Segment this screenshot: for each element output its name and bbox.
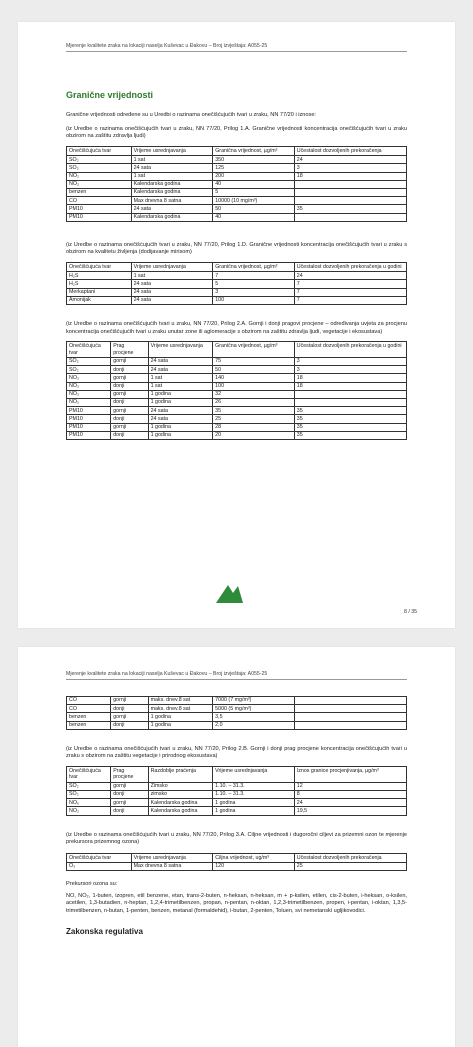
table-cell: gornji <box>111 423 148 431</box>
table-cell: maks. dnev.8 sat <box>148 705 213 713</box>
table-cell <box>294 390 406 398</box>
table-cell: 25 <box>213 415 295 423</box>
column-header: Učestalost dozvoljenih prekoračenja u godini <box>294 342 406 358</box>
table-cell: SO₂ <box>67 164 132 172</box>
column-header: Granična vrijednost, µg/m³ <box>213 262 295 271</box>
column-header: Onečišćujuća tvar <box>67 342 111 358</box>
table-header-row <box>67 853 407 862</box>
table-cell: 12 <box>294 782 406 790</box>
table-cell: 24 sata <box>131 164 213 172</box>
table-cell: NOₓ <box>67 799 111 807</box>
table-cell: 1 godina <box>148 713 213 721</box>
column-header: Vrijeme usrednjavanja <box>148 342 213 358</box>
table-row <box>67 390 407 398</box>
table-cell: H₂S <box>67 280 132 288</box>
table-cell: gornji <box>111 782 148 790</box>
table-row <box>67 197 407 205</box>
table-cell: donji <box>111 705 148 713</box>
table-row <box>67 415 407 423</box>
table-cell: NO₂ <box>67 172 132 180</box>
table-cell: SO₂ <box>67 358 111 366</box>
table-cell: 20 <box>213 431 295 439</box>
table-cell: gornji <box>111 390 148 398</box>
column-header: Ciljna vrijednost, ug/m³ <box>213 853 295 862</box>
table-cell: 200 <box>213 172 295 180</box>
column-header: Vrijeme usrednjavanja <box>213 766 295 782</box>
table-row <box>67 713 407 721</box>
table-cell: NO₂ <box>67 398 111 406</box>
table-cell: Amonijak <box>67 296 132 304</box>
table-cell: donji <box>111 366 148 374</box>
table-cell: Merkaptani <box>67 288 132 296</box>
table-cell: NO₂ <box>67 807 111 815</box>
table-cell: SO₂ <box>67 790 111 798</box>
table-row <box>67 280 407 288</box>
page-number: 8 / 35 <box>404 609 417 615</box>
column-header: Onečišćujuća tvar <box>67 853 132 862</box>
odour-limit-table <box>66 262 407 305</box>
table-cell: 35 <box>294 415 406 423</box>
table-cell: 1 sat <box>148 374 213 382</box>
table-cell: 18 <box>294 172 406 180</box>
table-cell: 1 godina <box>148 431 213 439</box>
table-cell: PM10 <box>67 415 111 423</box>
column-header: Prag procjene <box>111 766 148 782</box>
table-cell: donji <box>111 382 148 390</box>
table-cell: donji <box>111 790 148 798</box>
assessment-thresholds-table <box>66 341 407 440</box>
table-cell: Max dnevna 8 satna <box>131 863 213 871</box>
table-cell: 3 <box>294 366 406 374</box>
table-row <box>67 358 407 366</box>
table-cell: 24 sata <box>148 407 213 415</box>
table-row <box>67 188 407 196</box>
table-row <box>67 807 407 815</box>
table-row <box>67 697 407 705</box>
table-row <box>67 366 407 374</box>
table-header-row <box>67 766 407 782</box>
table-cell: Kalendarska godina <box>131 213 213 221</box>
vegetation-thresholds-table <box>66 766 407 816</box>
column-header: Iznos granice procjenjivanja, µg/m³ <box>294 766 406 782</box>
table-cell: 24 <box>294 156 406 164</box>
table-cell: PM10 <box>67 431 111 439</box>
table-cell: 24 sata <box>131 288 213 296</box>
table-cell: CO <box>67 197 132 205</box>
column-header: Učestalost dozvoljenih prekoračenja u godini <box>294 262 406 271</box>
table-row <box>67 288 407 296</box>
company-logo-icon <box>214 582 244 604</box>
intro-paragraph: Granične vrijednosti određene su u Uredbi o razinama onečišćujućih tvari u zraku, NN 77/20 i iznose: <box>66 112 316 118</box>
table-cell: 26 <box>213 398 295 406</box>
table-cell: 5000 (5 mg/m³) <box>213 705 295 713</box>
table-cell: 100 <box>213 382 295 390</box>
table-row <box>67 721 407 729</box>
table-cell: zimsko <box>148 790 213 798</box>
table-cell: 24 sata <box>131 205 213 213</box>
table-cell: PM10 <box>67 423 111 431</box>
table-cell: Kalendarska godina <box>148 799 213 807</box>
table-cell: 7 <box>294 296 406 304</box>
table-cell: 5 <box>213 188 295 196</box>
column-header: Onečišćujuća tvar <box>67 262 132 271</box>
table-cell: H₂S <box>67 272 132 280</box>
table-cell: 18 <box>294 374 406 382</box>
table-cell: 24 <box>294 272 406 280</box>
table-cell: 1 godina <box>148 398 213 406</box>
table-cell: 1 godina <box>148 390 213 398</box>
ozone-target-table <box>66 853 407 872</box>
table-cell <box>294 713 406 721</box>
column-header: Granična vrijednost, µg/m³ <box>213 146 295 155</box>
table-cell: donji <box>111 721 148 729</box>
table-cell: 7 <box>294 280 406 288</box>
table-row <box>67 164 407 172</box>
table-cell <box>294 180 406 188</box>
table-cell: 1.10. – 31.3. <box>213 782 295 790</box>
document-page-9 <box>18 647 455 1047</box>
table-cell: 35 <box>213 407 295 415</box>
table-cell: benzen <box>67 713 111 721</box>
table-cell: 2,0 <box>213 721 295 729</box>
table-cell <box>294 213 406 221</box>
table-cell: 100 <box>213 296 295 304</box>
table2-caption: (iz Uredbe o razinama onečišćujućih tvari u zraku, NN 77/20, Prilog 1.D. Granične vrijednosti koncentracija onečišćujućih tvari u zraku s obzirom na kvalitetu življenja (dodijavanje mirisom) <box>66 241 407 256</box>
table-cell: 1 godina <box>148 423 213 431</box>
table-cell: donji <box>111 415 148 423</box>
table-cell <box>294 697 406 705</box>
table-cell: 40 <box>213 180 295 188</box>
table-cell: gornji <box>111 374 148 382</box>
table-row <box>67 799 407 807</box>
table-cell: 25 <box>294 863 406 871</box>
table1-caption: (iz Uredbe o razinama onečišćujućih tvari u zraku, NN 77/20, Prilog 1.A. Granične vrijednosti koncentracija onečišćujućih tvari u zraku obzirom na zaštitu zdravlja ljudi) <box>66 125 407 140</box>
table-cell: 24 sata <box>131 296 213 304</box>
section-limit-values <box>66 90 407 440</box>
next-section-heading: Zakonska regulativa <box>66 926 143 936</box>
column-header: Onečišćujuća tvar <box>67 766 111 782</box>
table-cell: 1 godina <box>213 799 295 807</box>
table-cell: 1 sat <box>131 172 213 180</box>
table-cell: donji <box>111 398 148 406</box>
column-header: Učestalost dozvoljenih prekoračenja <box>294 146 406 155</box>
assessment-thresholds-table-continued <box>66 696 407 730</box>
table-cell: 7 <box>213 272 295 280</box>
table-cell: Max dnevna 8 satna <box>131 197 213 205</box>
table-row <box>67 382 407 390</box>
column-header: Onečišćujuća tvar <box>67 146 132 155</box>
table-cell: gornji <box>111 407 148 415</box>
table-header-row <box>67 342 407 358</box>
table-cell: 3,5 <box>213 713 295 721</box>
table-cell: SO₂ <box>67 156 132 164</box>
table6-caption: (iz Uredbe o razinama onečišćujućih tvari u zraku, NN 77/20, Prilog 3.A. Ciljne vrijednosti i dugoročni ciljevi za prizemni ozon te mjerenje prekursora prizemnog ozona) <box>66 831 407 846</box>
table-cell: 7 <box>294 288 406 296</box>
table-cell: 35 <box>294 205 406 213</box>
table-cell: NO₂ <box>67 374 111 382</box>
table-row <box>67 863 407 871</box>
table-row <box>67 180 407 188</box>
table-cell: PM10 <box>67 407 111 415</box>
table-row <box>67 205 407 213</box>
precursors-list: NO, NO₂, 1-buten, izopren, etil benzene, etan, trans-2-buten, n-heksan, n-heksan, m + p-ksilen, etilen, cis-2-buten, i-heksan, o-ksilen, acetilen, 1,3-butadien, n-heptan, 1,2,4-trimetilbenzen, propan, n-pentan, n-oktan, 1,2,3-trimetilbenzen, propen, i-pentan, i-oktan, 1,3,5-trimetilbenzen, n-butan, 1-penten, benzen, metanal (formaldehid), i-butan, 2-penten, Toluen, svi nemetanski ugljikovodici. <box>66 892 407 915</box>
table-row <box>67 172 407 180</box>
table-cell <box>294 705 406 713</box>
table-cell <box>294 721 406 729</box>
table-row <box>67 374 407 382</box>
column-header: Prag procjene <box>111 342 148 358</box>
table-row <box>67 407 407 415</box>
section-continued <box>66 696 407 936</box>
table-cell: 24 <box>294 799 406 807</box>
column-header: Granična vrijednost, µg/m³ <box>213 342 295 358</box>
table-cell: 35 <box>294 407 406 415</box>
document-page-8 <box>18 22 455 628</box>
table-cell: 350 <box>213 156 295 164</box>
table-cell: Kalendarska godina <box>131 180 213 188</box>
table-row <box>67 213 407 221</box>
column-header: Učestalost dozvoljenih prekoračenja <box>294 853 406 862</box>
table-cell: CO <box>67 705 111 713</box>
table-cell: 50 <box>213 366 295 374</box>
table-cell: SO₂ <box>67 366 111 374</box>
table-cell: 3 <box>294 164 406 172</box>
table-cell: Kalendarska godina <box>131 188 213 196</box>
section-title: Granične vrijednosti <box>66 90 154 100</box>
table-cell: 125 <box>213 164 295 172</box>
table-row <box>67 272 407 280</box>
table-cell: 1 godina <box>213 807 295 815</box>
table-cell: 140 <box>213 374 295 382</box>
table-cell: 1 sat <box>131 156 213 164</box>
table-cell: 32 <box>213 390 295 398</box>
table-cell: PM10 <box>67 213 132 221</box>
table-cell: 18 <box>294 382 406 390</box>
table3-caption: (iz Uredbe o razinama onečišćujućih tvari u zraku, NN 77/20, Prilog 2.A. Gornji i donji pragovi procjene – određivanja uvjeta za procjenu koncentracija onečišćujućih tvari u zraku unutar zone ili aglomeracije s obzirom na zaštitu zdravlja ljudi, vegetacije i ekosustava) <box>66 321 407 335</box>
table-cell: 28 <box>213 423 295 431</box>
table-header-row <box>67 146 407 155</box>
table-cell: 7000 (7 mg/m³) <box>213 697 295 705</box>
limit-values-table <box>66 146 407 222</box>
table-cell: CO <box>67 697 111 705</box>
table5-caption: (iz Uredbe o razinama onečišćujućih tvari u zraku, NN 77/20, Prilog 2.B. Gornji i donji prag procjene koncentracija onečišćujućih tvari u zraku s obzirom na zaštitu vegetacije i prirodnog ekosustava) <box>66 745 407 760</box>
table-row <box>67 156 407 164</box>
table-cell: NO₂ <box>67 382 111 390</box>
table-cell: 35 <box>294 431 406 439</box>
table-row <box>67 398 407 406</box>
table-cell: 24 sata <box>131 280 213 288</box>
table-row <box>67 431 407 439</box>
table-cell: 3 <box>213 288 295 296</box>
table-cell: 40 <box>213 213 295 221</box>
table-cell: SO₂ <box>67 782 111 790</box>
table-cell: PM10 <box>67 205 132 213</box>
column-header: Vrijeme usrednjavanja <box>131 146 213 155</box>
table-cell: gornji <box>111 697 148 705</box>
table-cell: gornji <box>111 713 148 721</box>
table-row <box>67 296 407 304</box>
table-row <box>67 790 407 798</box>
table-cell: maks. dnev.8 sat <box>148 697 213 705</box>
table-cell: 24 sata <box>148 415 213 423</box>
table-cell: gornji <box>111 358 148 366</box>
table-cell: 19,5 <box>294 807 406 815</box>
table-cell <box>294 197 406 205</box>
table-cell: Kalendarska godina <box>148 807 213 815</box>
table-row <box>67 705 407 713</box>
table-row <box>67 423 407 431</box>
table-row <box>67 782 407 790</box>
table-cell: 8 <box>294 790 406 798</box>
table-cell: 35 <box>294 423 406 431</box>
table-cell: 5 <box>213 280 295 288</box>
table-header-row <box>67 262 407 271</box>
table-cell: 1 godina <box>148 721 213 729</box>
page-header: Mjerenje kvalitete zraka na lokaciji naselja Kuševac u Đakovu – Broj izvještaja: A055-25 <box>66 43 407 52</box>
table-cell: benzen <box>67 188 132 196</box>
table-cell: 24 sata <box>148 366 213 374</box>
table-cell: 24 sata <box>148 358 213 366</box>
table-cell: donji <box>111 807 148 815</box>
table-cell: O₃ <box>67 863 132 871</box>
column-header: Razdoblje praćenja <box>148 766 213 782</box>
page-header: Mjerenje kvalitete zraka na lokaciji naselja Kuševac u Đakovu – Broj izvještaja: A055-25 <box>66 671 407 680</box>
table-cell: 10000 (10 mg/m³) <box>213 197 295 205</box>
table-cell: 1 sat <box>131 272 213 280</box>
table-cell: Zimsko <box>148 782 213 790</box>
table-cell: 1.10. – 31.3. <box>213 790 295 798</box>
table-cell: donji <box>111 431 148 439</box>
table-cell: NO₂ <box>67 390 111 398</box>
precursors-label: Prekursori ozona su: <box>66 881 118 888</box>
column-header: Vrijeme usrednjavanja <box>131 853 213 862</box>
table-cell <box>294 188 406 196</box>
table-cell: 50 <box>213 205 295 213</box>
table-cell: NO₂ <box>67 180 132 188</box>
table-cell: 1 sat <box>148 382 213 390</box>
column-header: Vrijeme usrednjavanja <box>131 262 213 271</box>
table-cell: 120 <box>213 863 295 871</box>
table-cell: 75 <box>213 358 295 366</box>
table-cell <box>294 398 406 406</box>
table-cell: benzen <box>67 721 111 729</box>
table-cell: 3 <box>294 358 406 366</box>
table-cell: gornji <box>111 799 148 807</box>
